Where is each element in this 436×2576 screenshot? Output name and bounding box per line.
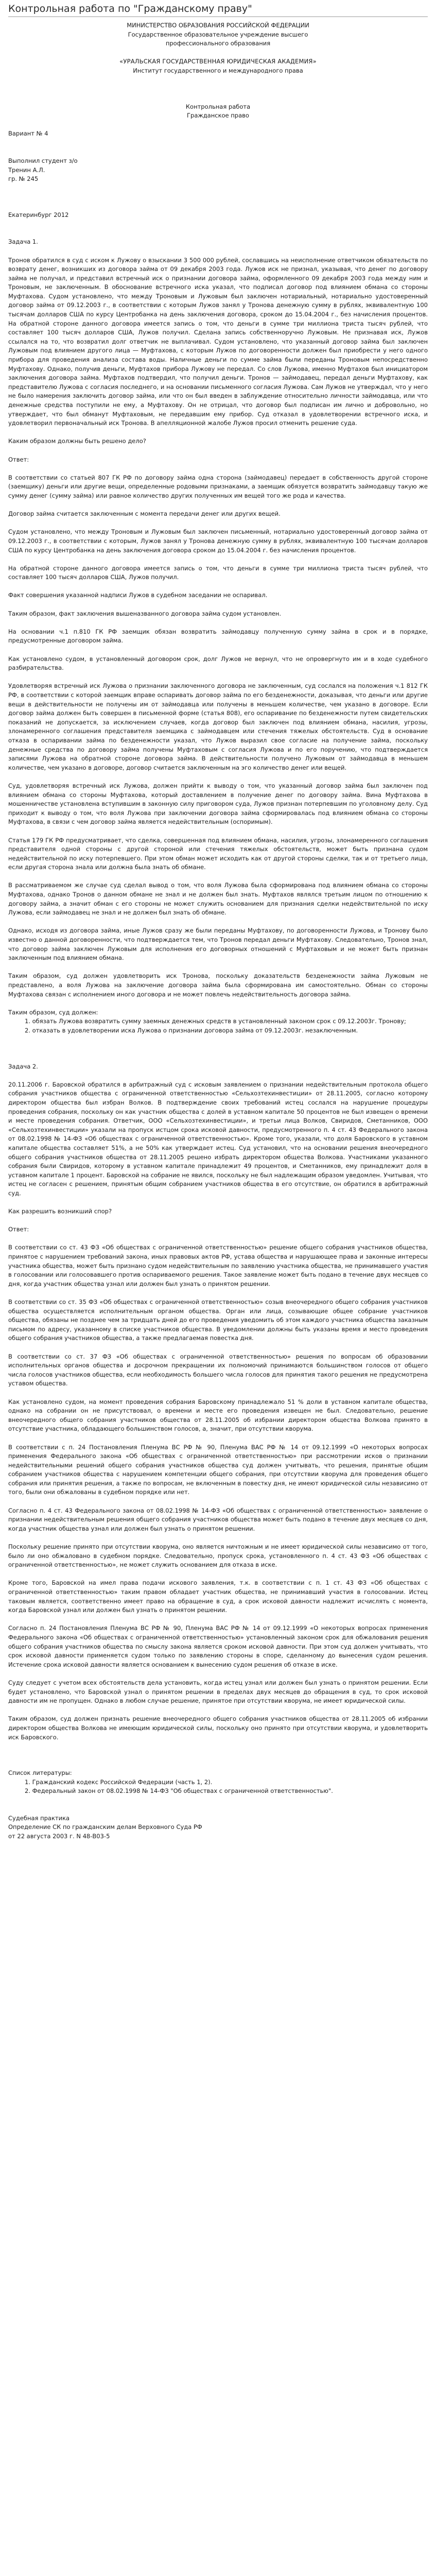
task2-body (8, 1080, 428, 1742)
literature-list (8, 1778, 428, 1796)
task2-paragraphs-paragraph: В соответствии со ст. 43 ФЗ «Об обществах с ограниченной ответственностью» решение общего собрания участников общества, принятое с нарушением требований закона, иных правовых актов РФ, устава общества и нарушающее права и законные интересы участника общества, может быть признано судом недействительным по заявлению участника общества, не принимавшего участия в голосовании или голосовавшего против оспариваемого решения. Такое заявление может быть подано в течение двух месяцев со дня, когда участник общества узнал или должен был узнать о принятом решении. (8, 1244, 428, 1287)
literature-heading: Список литературы: (8, 1769, 72, 1777)
task1-paragraphs-paragraph: В рассматриваемом же случае суд сделал вывод о том, что воля Лужова была сформирована под влиянием обмана со стороны Муфтахова, однако Тронов о данном обмане не знал и не должен был знать. Муфтахов являлся третьим лицом по отношению к договору займа, а значит обман с его стороны не может служить основанием для признания сделки недействительной по иску Лужова, если займодавец не знал и не должен был знать об обмане. (8, 882, 428, 917)
decision-item: 2. отказать в удовлетворении иска Лужова о признании договора займа от 09.12.2003г. незаключенным. (25, 1026, 358, 1034)
student-line-3: гр. № 245 (8, 175, 39, 183)
page-title: Контрольная работа по "Гражданскому праву" (8, 3, 252, 14)
task2-paragraphs-paragraph: В соответствии с п. 24 Постановления Пленума ВС РФ № 90, Пленума ВАС РФ № 14 от 09.12.1999 «О некоторых вопросах применения Федерального закона «Об обществах с ограниченной ответственностью» при рассмотрении исков о признании недействительными решений общего собрания участников общества суд должен учитывать, что решения, принятые общим собранием участников общества с нарушением компетенции общего собрания, при отсутствии кворума для проведения общего собрания или принятия решения, а также по вопросам, не включенным в повестку дня, не имеют юридической силы независимо от того, были они обжалованы в судебном порядке или нет. (8, 1443, 428, 1496)
task2-paragraphs-paragraph: Ответ: (8, 1226, 29, 1233)
task1-paragraphs-paragraph: На основании ч.1 п.810 ГК РФ заемщик обязан возвратить займодавцу полученную сумму займа в срок и в порядке, предусмотренные договором займа. (8, 628, 428, 645)
task1-paragraphs-paragraph: На обратной стороне данного договора имеется запись о том, что деньги в сумме три миллиона триста тысяч рублей, что составляет 100 тысяч долларов США, Лужов получил. (8, 564, 428, 581)
institution-line-2: профессионального образования (165, 40, 271, 47)
task2-paragraphs-paragraph: Согласно п. 4 ст. 43 Федерального закона от 08.02.1998 № 14-ФЗ «Об обществах с ограниченной ответственностью» заявление о признании недействительным решения общего собрания участников общества может быть подано в течение двух месяцев со дня, когда участник общества узнал или должен был узнать о принятом решении. (8, 1506, 428, 1532)
task1-paragraphs-paragraph: Таким образом, суд должен удовлетворить иск Тронова, поскольку доказательств безденежности займа Лужовым не представлено, а воля Лужова на заключение договора займа была сформирована им самостоятельно. Обман со стороны Муфтахова связан с исполнением иного договора и не может повлечь недействительность договора займа. (8, 972, 428, 998)
task2-paragraphs-paragraph: 20.11.2006 г. Баровской обратился в арбитражный суд с исковым заявлением о признании недействительным протокола общего собрания участников общества с ограниченной ответственностью «Сельхозтехинвестиции» от 28.11.2005, согласно которому директором общества был избран Волков. В подтверждение своих требований истец сослался на нарушение процедуры проведения собрания, поскольку он как участник общества с долей в уставном капитале 50 процентов не был извещен о времени и месте проведения собрания. Ответчик, ООО «Сельхозтехинвестиции», и третьи лица Волков, Свиридов, Сметанников, ООО «Сельхозтехинвестиции» указали на пропуск истцом срока исковой давности, предусмотренного п. 4 ст. 43 Федерального закона от 08.02.1998 № 14-ФЗ «Об обществах с ограниченной ответственностью». Кроме того, указали, что доля Баровского в уставном капитале общества составляет 51%, а не 50% как утверждает истец. Суд установил, что на основании решения внеочередного общего собрания участников общества от 28.11.2005 решено избрать директором общества Волкова. Участниками указанного собрания были Свиридов, которому в уставном капитале принадлежит 49 процентов, и Сметанников, ему принадлежит доля в уставном капитале 1 процент. Баровской на собрание не явился, поскольку не был надлежащим образом уведомлен. Учитывая, что истец не согласен с решением, принятым общим собранием участников общества в его отсутствие, он обратился в арбитражный суд. (8, 1080, 428, 1197)
task2-paragraphs-paragraph: Таким образом, суд должен признать решение внеочередного общего собрания участников общества от 28.11.2005 об избрании директором общества Волкова не имеющим юридической силы, поскольку оно принято при отсутствии кворума, и удовлетворить иск Баровского. (8, 1715, 428, 1741)
institute-name: Институт государственного и международного права (133, 66, 303, 74)
task2-paragraphs-paragraph: В соответствии со ст. 35 ФЗ «Об обществах с ограниченной ответственностью» созыв внеочередного общего собрания участников общества осуществляется исполнительным органом общества. Орган или лица, созывающие общее собрание участников общества, обязаны не позднее чем за тридцать дней до его проведения уведомить об этом каждого участника общества заказным письмом по адресу, указанному в списке участников общества. В уведомлении должны быть указаны время и место проведения общего собрания участников общества, а также предлагаемая повестка дня. (8, 1298, 428, 1342)
task2-paragraphs-paragraph: Как установлено судом, на момент проведения собрания Баровскому принадлежало 51 % доли в уставном капитале общества, однако на собрании он не присутствовал, о времени и месте его проведения извещен не был. Следовательно, решение внеочередного общего собрания участников общества от 28.11.2005 об избрании директором общества Волкова принято в отсутствие участника, обладающего большинством голосов, а, значит, при отсутствии кворума. (8, 1398, 428, 1433)
task1-paragraphs-paragraph: Как установлено судом, в установленный договором срок, долг Лужов не вернул, что не опровергнуто им и в ходе судебного разбирательства. (8, 655, 428, 672)
task1-paragraphs-paragraph: Таким образом, суд должен: (8, 1008, 98, 1016)
task1-paragraphs-paragraph: Договор займа считается заключенным с момента передачи денег или других вещей. (8, 510, 281, 518)
task2-paragraphs-paragraph: Согласно п. 24 Постановления Пленума ВС РФ № 90, Пленума ВАС РФ № 14 от 09.12.1999 «О некоторых вопросах применения Федерального закона «Об обществах с ограниченной ответственностью» установленный законом срок для обжалования решения общего собрания участников общества по смыслу закона является сроком исковой давности. При этом суд должен учитывать, что срок исковой давности применяется судом только по заявлению стороны в споре, сделанному до вынесения судом решения. Истечение срока исковой давности является основанием к вынесению судом решения об отказе в иске. (8, 1624, 428, 1668)
task1-heading: Задача 1. (8, 238, 38, 246)
place-year: Екатеринбург 2012 (8, 211, 69, 218)
task2-paragraphs-paragraph: В соответствии со ст. 37 ФЗ «Об обществах с ограниченной ответственностью» решения по вопросам об образовании исполнительных органов общества и досрочном прекращении их полномочий принимаются большинством голосов от общего числа голосов участников общества, если необходимость большего числа голосов для принятия такого решения не предусмотрена уставом общества. (8, 1352, 428, 1387)
task1-paragraphs-paragraph: Судом установлено, что между Троновым и Лужовым был заключен письменный, нотариально удостоверенный договор займа от 09.12.2003 г., в соответствии с которым, Лужов занял у Тронова денежную сумму в рублях, эквивалентную 100 тысячам долларов США по курсу Центробанка на день заключения договора сроком до 15.04.2004 г. без начисления процентов. (8, 528, 428, 554)
task1-paragraphs-paragraph: Удовлетворяя встречный иск Лужова о признании заключенного договора не заключенным, суд сослался на положения ч.1 812 ГК РФ, в соответствии с которой заемщик вправе оспаривать договор займа по его безденежности, доказывая, что деньги или другие вещи в действительности не получены им от займодавца или получены в меньшем количестве, чем указано в договоре. Если договор займа должен быть совершен в письменной форме (статья 808), его оспаривание по безденежности путем свидетельских показаний не допускается, за исключением случаев, когда договор был заключен под влиянием обмана, насилия, угрозы, злонамеренного соглашения представителя заемщика с займодавцем или стечения тяжелых обстоятельств. Суд в основание отказа в оспаривании займа по безденежности указал, что Лужов выразил свое согласие на получение займа, поскольку денежные средства по договору займа получены Муфтаховым с согласия Лужова и по его поручению, что подтверждается записями Лужова на обратной стороне договора займа. В действительности получено Лужовым от займодавца в меньшем количестве, чем указано в договоре, договор считается заключенным на эго количество денег или вещей. (8, 682, 428, 771)
task1-paragraphs-paragraph: Каким образом должны быть решено дело? (8, 437, 146, 445)
task2-heading: Задача 2. (8, 1062, 38, 1070)
task1-paragraphs-paragraph: В соответствии со статьей 807 ГК РФ по договору займа одна сторона (займодавец) передает в собственность другой стороне (заемщику) деньги или другие вещи, определенные родовыми признаками, а заемщик обязуется возвратить займодавцу такую же сумму денег (сумму займа) или равное количество других полученных им вещей того же рода и качества. (8, 473, 428, 499)
task1-paragraphs-paragraph: Суд, удовлетворяя встречный иск Лужова, должен прийти к выводу о том, что указанный договор займа был заключен под влиянием обмана со стороны Муфтахова, который доставлением в получение денег по договору займа. Вина Муфтахова в мошенничестве установлена вступившим в законную силу приговором суда, Лужов признан потерпевшим по уголовному делу. Суд приходит к выводу о том, что воля Лужова при заключении договора займа сформировалась под влиянием обмана со стороны Муфтахова, в связи с чем договор займа является недействительным (оспоримым). (8, 782, 428, 826)
practice-line-1: Определение СК по гражданским делам Верховного Суда РФ (8, 1823, 202, 1831)
work-title-block (8, 103, 428, 121)
literature-item: 2. Федеральный закон от 08.02.1998 № 14-ФЗ "Об обществах с ограниченной ответственностью". (25, 1787, 333, 1795)
task1-paragraphs-paragraph: Факт совершения указанной надписи Лужов в судебном заседании не оспаривал. (8, 591, 268, 599)
task1-paragraphs-paragraph: Статья 179 ГК РФ предусматривает, что сделка, совершенная под влиянием обмана, насилия, угрозы, злонамеренного соглашения представителя одной стороны с другой стороной или стечения тяжелых обстоятельств, может быть признана судом недействительной по иску потерпевшего. При этом обман может исходить как от другой стороны сделки, так и от третьего лица, если другая сторона знала или должна была знать об обмане. (8, 836, 428, 871)
student-line-2: Тренин А.Л. (8, 166, 45, 174)
task1-paragraphs-paragraph: Ответ: (8, 455, 29, 463)
task2-paragraphs-paragraph: Кроме того, Баровской на имел права подачи искового заявления, т.к. в соответствии с п. 1 ст. 43 ФЗ «Об обществах с ограниченной ответственностью» таким правом обладает участник общества, не принимавший участия в голосовании. Истец таковым является, соответственно имеет право на обращение в суд, а срок исковой давности надлежит исчислять с момента, когда Баровской узнал или должен был узнать о принятом решении. (8, 1579, 428, 1614)
task1-decision-list (8, 1017, 428, 1035)
document-page (0, 2, 436, 2576)
practice-line-2: от 22 августа 2003 г. N 48-В03-5 (8, 1833, 110, 1840)
task1-paragraphs-paragraph: Тронов обратился в суд с иском к Лужову о взыскании 3 500 000 рублей, сославшись на неисполнение ответчиком обязательств по возврату денег, возникших из договора займа от 09 декабря 2003 года. Лужов иск не признал, указывая, что денег по договору займа не получал, и представил встречный иск о признании договора займа, оформленного 09 декабря 2003 года между ним и Троновым, не заключенным. В обоснование встречного иска указал, что подписал договор под влиянием обмана со стороны Муфтахова. Судом установлено, что между Троновым и Лужовым был заключен нотариальный, нотариально удостоверенный договор займа от 09.12.2003 г., в соответствии с которым Лужов занял у Тронова денежную сумму в рублях, эквивалентную 100 тысячам долларов США по курсу Центробанка на день заключения договора, сроком до 15.04.2004 г., без начисления процентов. На обратной стороне данного договора имеется запись о том, что деньги в сумме три миллиона триста тысяч рублей, что составляет 100 тысяч долларов США, Лужов получил. Сделана запись собственноручно Лужовым. Не признавая иск, Лужов ссылался на то, что возвратил долг ответчик не выплачивал. Судом установлено, что указанный договор займа был заключен Лужовым под влиянием другого лица — Муфтахова, с которым Лужов по договоренности должен был приобрести у него одного прибора для проведения анализа состава воды. Наличные деньги по сумме займа были переданы Троновым непосредственно Муфтахову. Однако, получив деньги, Муфтахов прибора Лужову не передал. Со слов Лужова, именно Муфтахов был инициатором заключения договора займа. Муфтахов подтвердил, что получил деньги. Тронов — займодавец, передал деньги Муфтахову, как представителю Лужова с согласия последнего, и на основании письменного согласия Лужова. Сам Лужов не утверждал, что у него не было намерения заключить договор займа, или что он был введен в заблуждение относительно личности займодавца, или что денежные средства поступили не ему, а Муфтахову. Он не отрицал, что договор был подписан им лично и добровольно, но утверждает, что был обманут Муфтаховым, не передавшим ему прибор. Суд отказал в удовлетворении встречного иска, и удовлетворил первоначальный иск Тронова. В апелляционной жалобе Лужов просил отменить решение суда. (8, 256, 428, 427)
title-divider (8, 16, 428, 17)
variant-number: Вариант № 4 (8, 130, 48, 138)
institution-header (8, 21, 428, 76)
decision-item: 1. обязать Лужова возвратить сумму заемных денежных средств в установленный законом срок с 09.12.2003г. Тронову; (25, 1018, 406, 1025)
task2-paragraphs-paragraph: Как разрешить возникший спор? (8, 1208, 112, 1215)
document-body (8, 21, 428, 1841)
student-info (8, 157, 428, 184)
task2-paragraphs-paragraph: Поскольку решение принято при отсутствии кворума, оно является ничтожным и не имеет юридической силы независимо от того, было ли оно обжаловано в судебном порядке. Следовательно, пропуск срока, установленного п. 4 ст. 43 ФЗ «Об обществах с ограниченной ответственностью», не может служить основанием для отказа в иске. (8, 1543, 428, 1569)
practice-block (8, 1823, 428, 1841)
practice-heading: Судебная практика (8, 1814, 70, 1822)
student-line-1: Выполнил студент з/о (8, 157, 78, 164)
ministry-line: МИНИСТЕРСТВО ОБРАЗОВАНИЯ РОССИЙСКОЙ ФЕДЕРАЦИИ (127, 22, 309, 29)
literature-item: 1. Гражданский кодекс Российской Федерации (часть 1, 2). (25, 1778, 213, 1786)
institution-line-1: Государственное образовательное учреждение высшего (128, 30, 308, 38)
task1-paragraphs-paragraph: Таким образом, факт заключения вышеназванного договора займа судом установлен. (8, 609, 282, 617)
task1-body (8, 256, 428, 1018)
task1-paragraphs-paragraph: Однако, исходя из договора займа, иные Лужов сразу же были переданы Муфтахову, по договоренности Лужова, и Тронову было известно о данной договоренности, что подтверждается тем, что Тронов передал деньги Муфтахову. Следовательно, Тронов знал, что договор займа заключен Лужовым для исполнения его договорных отношений с Муфтаховым и не может быть признан заключенным под влиянием обмана. (8, 927, 428, 962)
academy-name: «УРАЛЬСКАЯ ГОСУДАРСТВЕННАЯ ЮРИДИЧЕСКАЯ АКАДЕМИЯ» (119, 58, 317, 65)
work-subject: Гражданское право (187, 112, 249, 120)
work-type: Контрольная работа (185, 103, 251, 110)
task2-paragraphs-paragraph: Суду следует с учетом всех обстоятельств дела установить, когда истец узнал или должен был узнать о принятом решении. Если будет установлено, что Баровской узнал о принятом решении в пределах двух месяцев до обращения в суд, то срок исковой давности им не пропущен. Однако в любом случае решение, принятое при отсутствии кворума, не имеет юридической силы. (8, 1679, 428, 1705)
